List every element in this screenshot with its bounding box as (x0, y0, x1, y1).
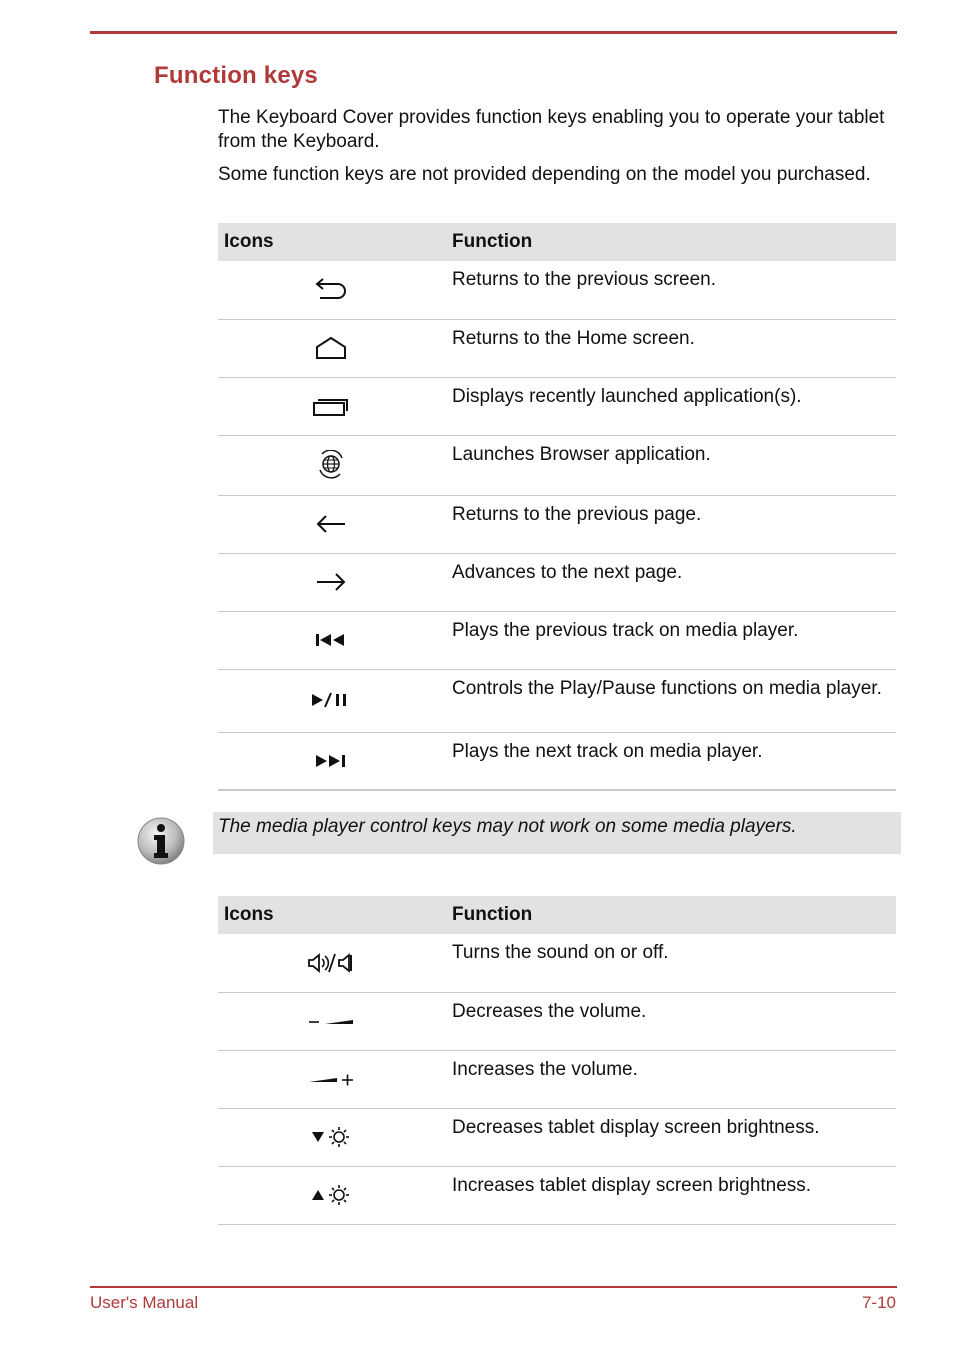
function-description: Advances to the next page. (440, 553, 896, 611)
top-rule (90, 31, 897, 34)
browser-icon (314, 450, 348, 480)
function-description: Controls the Play/Pause functions on media player. (440, 669, 896, 732)
intro-paragraph-1: The Keyboard Cover provides function keys enabling you to operate your tablet from the Keyboard. (218, 107, 885, 152)
table-header-row (218, 896, 896, 934)
function-description: Plays the next track on media player. (440, 732, 896, 790)
function-keys-table (218, 223, 896, 791)
table-row (218, 669, 896, 732)
intro-paragraph-2: Some function keys are not provided depending on the model you purchased. (218, 164, 871, 185)
table-row (218, 319, 896, 377)
table-row (218, 553, 896, 611)
table-row (218, 261, 896, 319)
volume-brightness-table (218, 896, 896, 1225)
volume-up-icon (307, 1070, 355, 1088)
column-header-function: Function (440, 223, 896, 261)
table-row (218, 732, 896, 790)
volume-down-icon (307, 1014, 355, 1028)
table-row (218, 435, 896, 495)
column-header-icons: Icons (218, 223, 440, 261)
bottom-rule (90, 1286, 897, 1288)
brightness-up-icon (310, 1184, 352, 1206)
function-description: Increases the volume. (440, 1050, 896, 1108)
footer-page-number: 7-10 (861, 1293, 896, 1312)
arrow-right-icon (314, 571, 348, 593)
function-description: Decreases tablet display screen brightness. (440, 1108, 896, 1166)
function-description: Returns to the Home screen. (440, 319, 896, 377)
table-row (218, 992, 896, 1050)
footer-manual-title: User's Manual (90, 1293, 199, 1312)
table-row (218, 377, 896, 435)
recent-apps-icon (312, 395, 350, 417)
function-description: Increases tablet display screen brightness. (440, 1166, 896, 1224)
next-track-icon (314, 753, 348, 769)
table-row (218, 1166, 896, 1224)
section-title: Function keys (154, 62, 318, 89)
back-icon (314, 277, 348, 303)
brightness-down-icon (310, 1126, 352, 1148)
column-header-function: Function (440, 896, 896, 934)
function-description: Returns to the previous page. (440, 495, 896, 553)
mute-toggle-icon (307, 952, 355, 974)
table-row (218, 934, 896, 992)
table-row (218, 1108, 896, 1166)
info-icon (136, 816, 186, 866)
function-description: Decreases the volume. (440, 992, 896, 1050)
previous-track-icon (314, 632, 348, 648)
table-header-row (218, 223, 896, 261)
arrow-left-icon (314, 513, 348, 535)
function-description: Turns the sound on or off. (440, 934, 896, 992)
home-icon (314, 335, 348, 361)
function-description: Returns to the previous screen. (440, 261, 896, 319)
table-row (218, 611, 896, 669)
table-row (218, 1050, 896, 1108)
note-box (213, 812, 901, 854)
play-pause-icon (310, 692, 352, 708)
table-row (218, 495, 896, 553)
column-header-icons: Icons (218, 896, 440, 934)
note-text: The media player control keys may not work on some media players. (218, 816, 797, 837)
function-description: Launches Browser application. (440, 435, 896, 495)
function-description: Displays recently launched application(s). (440, 377, 896, 435)
function-description: Plays the previous track on media player. (440, 611, 896, 669)
